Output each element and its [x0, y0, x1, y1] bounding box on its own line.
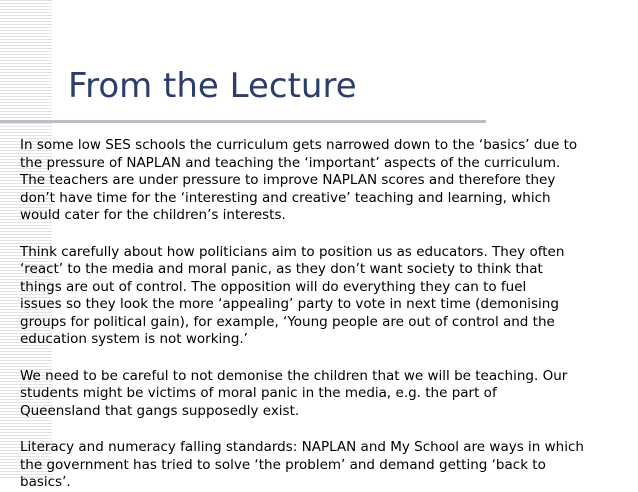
title-divider [0, 120, 486, 123]
text-line: Literacy and numeracy falling standards: NAPLAN and My School are ways in which [20, 439, 584, 455]
text-line: things are out of control. The opposition will do everything they can to fuel [20, 278, 527, 295]
text-line: ‘react’ to the media and moral panic, as they don’t want society to think that [20, 261, 543, 277]
text-line: students might be victims of moral panic in the media, e.g. the part of [20, 385, 497, 401]
text-line: Queensland that gangs supposedly exist. [20, 402, 300, 419]
text-line: groups for political gain), for example, ‘Young people are out of control and the [20, 313, 555, 330]
text-line: basics’. [20, 474, 71, 490]
paragraph-politicians [20, 244, 628, 349]
text-line: education system is not working.’ [20, 331, 248, 347]
paragraph-literacy [20, 439, 628, 492]
text-line: the government has tried to solve ‘the problem’ and demand getting ‘back to [20, 456, 546, 473]
text-line: would cater for the children’s interests. [20, 207, 286, 223]
text-line: issues so they look the more ‘appealing’ party to vote in next time (demonising [20, 296, 559, 312]
paragraph-demonise [20, 368, 628, 421]
text-line: the pressure of NAPLAN and teaching the ‘important’ aspects of the curriculum. [20, 154, 561, 171]
text-line: The teachers are under pressure to improve NAPLAN scores and therefore they [20, 172, 556, 188]
text-line: In some low SES schools the curriculum gets narrowed down to the ‘basics’ due to [20, 137, 578, 153]
paragraph-naplan-curriculum [20, 137, 628, 225]
text-line: don’t have time for the ‘interesting and creative’ teaching and learning, which [20, 189, 551, 206]
slide-title: From the Lecture [68, 66, 357, 106]
text-line: We need to be careful to not demonise the children that we will be teaching. Our [20, 367, 568, 384]
slide-body [20, 137, 628, 492]
text-line: Think carefully about how politicians aim to position us as educators. They often [20, 243, 565, 260]
